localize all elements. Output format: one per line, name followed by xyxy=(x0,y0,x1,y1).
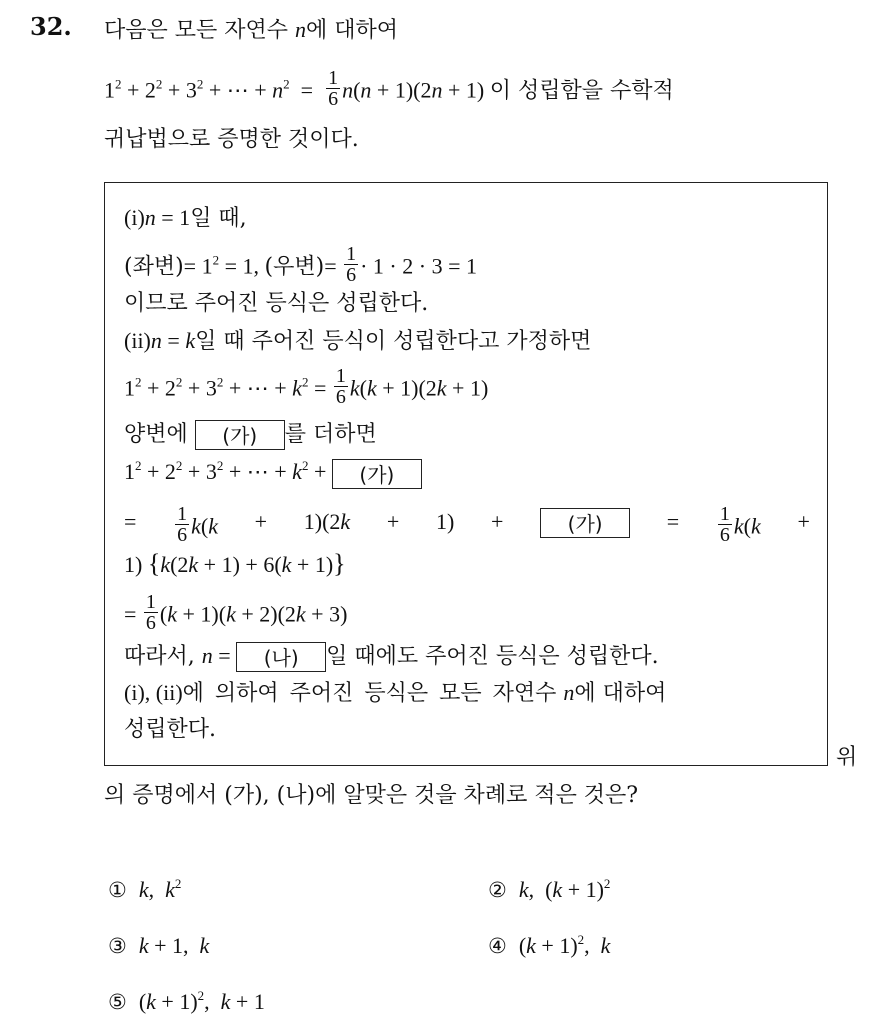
fraction-one-sixth: $\frac{1}{6}$ xyxy=(328,67,339,110)
proof-result-line: = $\frac{1}{6}$ (k + 1)(k + 2)(2k + 3) xyxy=(124,591,348,634)
after-box-wi: 위 xyxy=(836,745,858,770)
choice-2[interactable]: ② k, $(k + 1)^2$ xyxy=(488,876,611,902)
question-number: 32. xyxy=(30,12,72,41)
proof-both-sides: 양변에 (가) 를 더하면 xyxy=(124,422,377,448)
question-formula-tail: 이 성립함을 수학적 xyxy=(489,78,674,104)
proof-expand-line: = $\frac{1}{6}$ k(k + 1)(2k + 1) + (가) = $\frac{1}{6}$ k(k + xyxy=(124,503,810,546)
blank-na: (나) xyxy=(236,642,326,672)
question-intro-tail: 에 대하여 xyxy=(306,18,399,43)
proof-holds-1: 이므로 주어진 등식은 성립한다. xyxy=(124,291,429,316)
proof-conclusion: (i), (ii)에 의하여 주어진 등식은 모든 자연수 n에 대하여 xyxy=(124,680,667,706)
question-line-1: 다음은 모든 자연수 n에 대하여 xyxy=(104,17,399,43)
question-line-3: 귀납법으로 증명한 것이다. xyxy=(104,127,359,152)
choice-3[interactable]: ③ k + 1, k xyxy=(108,933,210,958)
blank-ga-3: (가) xyxy=(540,508,630,538)
question-formula-line: $1^2 + 2^2 + 3^2$ + ⋯ + $n^2$ = $\frac{1}{6}$ n(n + 1)(2n + 1) 이 성립함을 수학적 xyxy=(104,67,674,110)
proof-sum-line: $1^2 + 2^2 + 3^2$ + ⋯ + $k^2$ + (가) xyxy=(124,458,422,489)
choice-1[interactable]: ① k, $k^2$ xyxy=(108,876,182,902)
choice-4[interactable]: ④ $(k + 1)^2$, k xyxy=(488,932,611,958)
blank-ga: (가) xyxy=(195,420,285,450)
question-prompt: 의 증명에서 (가), (나)에 알맞은 것을 차례로 적은 것은? xyxy=(104,783,639,808)
proof-hypothesis: $1^2 + 2^2 + 3^2$ + ⋯ + $k^2$ = $\frac{1}{6}$ k(k + 1)(2k + 1) xyxy=(124,365,489,408)
proof-conclusion-end: 성립한다. xyxy=(124,717,217,742)
proof-step-ii: (ii)n = k일 때 주어진 등식이 성립한다고 가정하면 xyxy=(124,328,592,354)
proof-base-case: (좌변)= $1^2 = 1$, (우변)= $\frac{1}{6}$ · 1 · 2 · 3 = 1 xyxy=(124,243,477,286)
choice-5[interactable]: ⑤ $(k + 1)^2$, k + 1 xyxy=(108,988,265,1014)
proof-therefore: 따라서, n = (나) 일 때에도 주어진 등식은 성립한다. xyxy=(124,643,659,670)
blank-ga-2: (가) xyxy=(332,459,422,489)
question-intro: 다음은 모든 자연수 xyxy=(104,18,289,43)
proof-brace-line: 1) {k(2k + 1) + 6(k + 1)} xyxy=(124,549,346,578)
proof-step-i: (i)n = 1일 때, xyxy=(124,205,247,231)
